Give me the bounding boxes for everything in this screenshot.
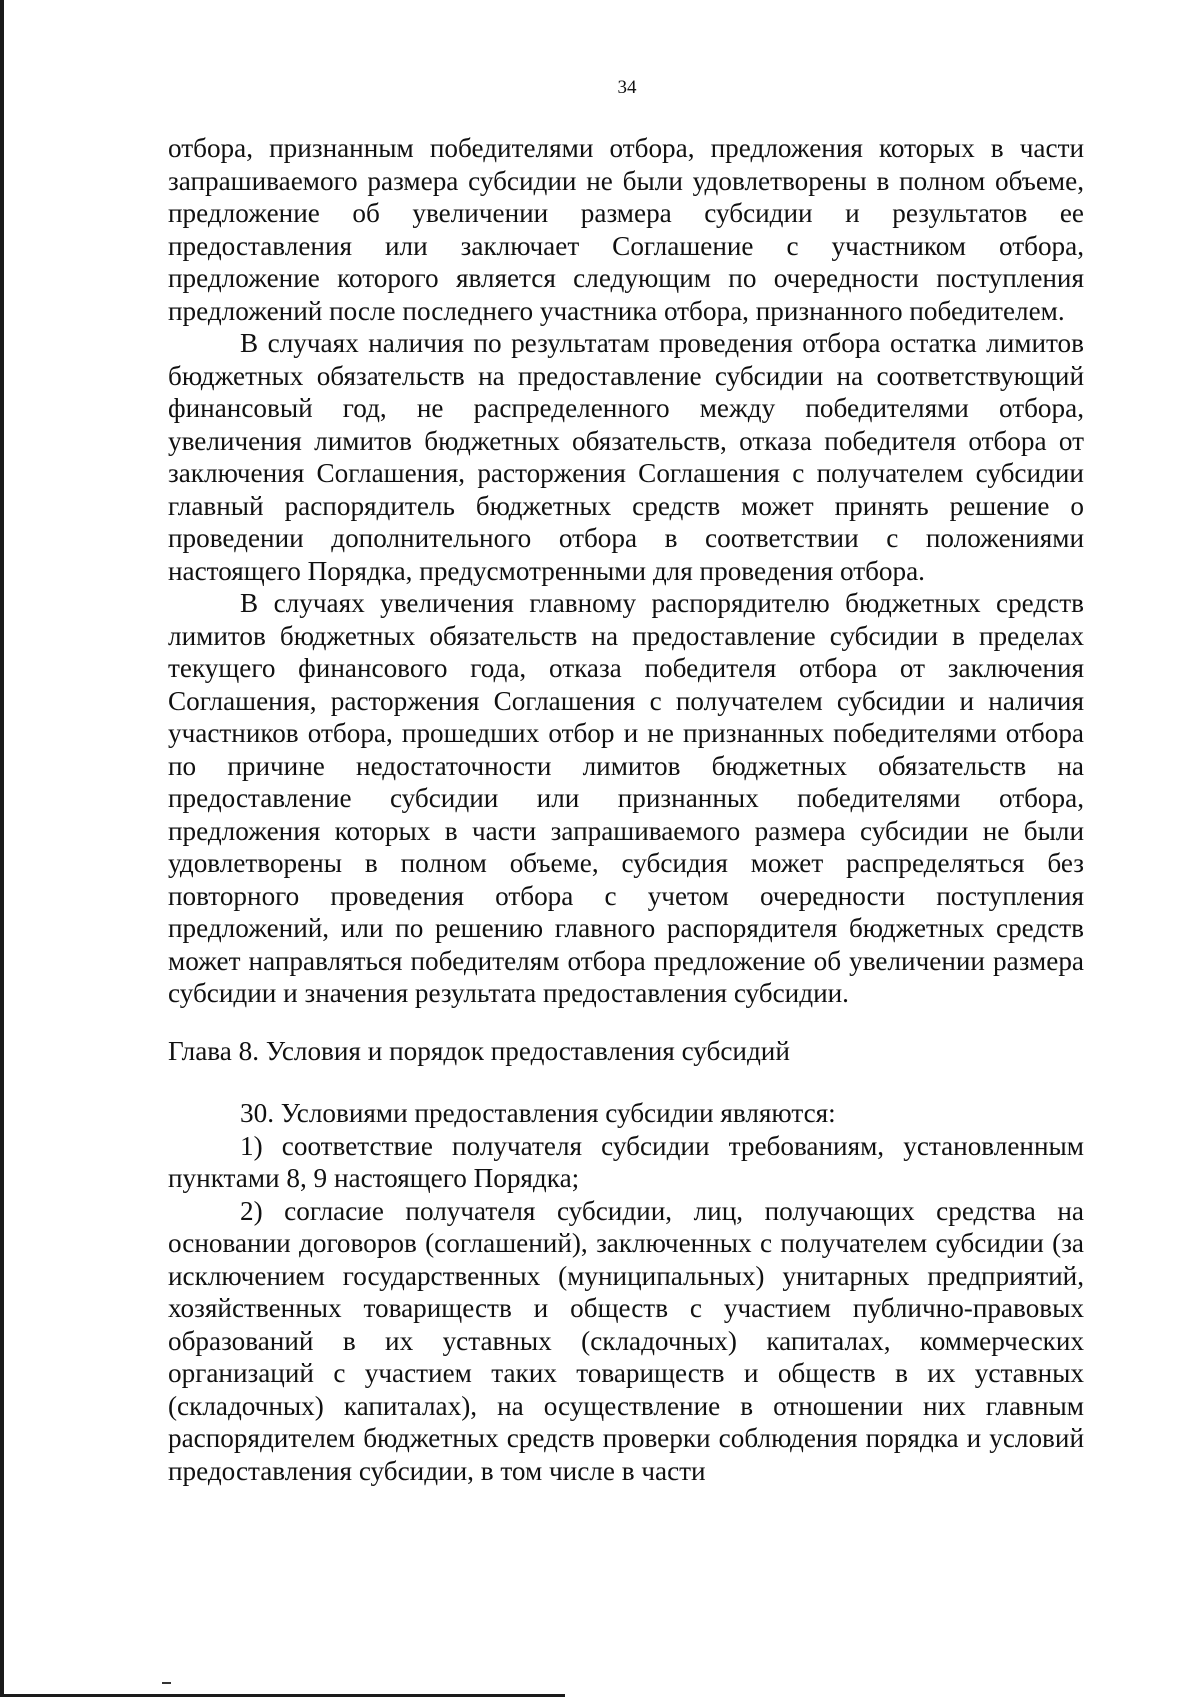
paragraph-limit-increase: В случаях увеличения главному распорядителю бюджетных средств лимитов бюджетных обязательств на предоставление субсидии в пределах текущего финансового года, отказа победителя отбора от заключения Соглашения, расторжения Соглашения с получателем субсидии и наличия участников отбора, прошедших отбор и не признанных победителями отбора по причине недостаточности лимитов бюджетных обязательств на предоставление субсидии или признанных победителями отбора, предложения которых в части запрашиваемого размера субсидии не были удовлетворены в полном объеме, субсидия может распределяться без повторного проведения отбора с учетом очередности поступления предложений, или по решению главного распорядителя бюджетных средств может направляться победителям отбора предложение об увеличении размера субсидии и значения результата предоставления субсидии. xyxy=(168,588,1084,1008)
page-number: 34 xyxy=(617,77,637,98)
scan-speck xyxy=(162,1682,171,1684)
chapter-heading: Глава 8. Условия и порядок предоставления субсидий xyxy=(168,1035,790,1066)
clause-30-item-2: 2) согласие получателя субсидии, лиц, получающих средства на основании договоров (соглашений), заключенных с получателем субсидии (за исключением государственных (муниципальных) унитарных предприятий, хозяйственных товариществ и обществ с участием публично-правовых образований в их уставных (складочных) капиталах, коммерческих организаций с участием таких товариществ и обществ в их уставных (складочных) капиталах), на осуществление в отношении них главным распорядителем бюджетных средств проверки соблюдения порядка и условий предоставления субсидии, в том числе в части xyxy=(168,1195,1084,1486)
scan-left-edge xyxy=(0,0,4,1697)
paragraph-continuation: отбора, признанным победителями отбора, предложения которых в части запрашиваемого размера субсидии не были удовлетворены в полном объеме, предложение об увеличении размера субсидии и результатов ее предоставления или заключает Соглашение с участником отбора, предложение которого является следующим по очередности поступления предложений после последнего участника отбора, признанного победителем. xyxy=(168,133,1084,326)
document-body xyxy=(168,132,1084,1487)
clause-30: 30. Условиями предоставления субсидии являются: xyxy=(240,1098,836,1128)
paragraph-additional-selection: В случаях наличия по результатам проведения отбора остатка лимитов бюджетных обязательств на предоставление субсидии на соответствующий финансовый год, не распределенного между победителями отбора, увеличения лимитов бюджетных обязательств, отказа победителя отбора от заключения Соглашения, расторжения Соглашения с получателем субсидии главный распорядитель бюджетных средств может принять решение о проведении дополнительного отбора в соответствии с положениями настоящего Порядка, предусмотренными для проведения отбора. xyxy=(168,328,1084,586)
clause-30-item-1: 1) соответствие получателя субсидии требованиям, установленным пунктами 8, 9 настоящего Порядка; xyxy=(168,1130,1084,1193)
